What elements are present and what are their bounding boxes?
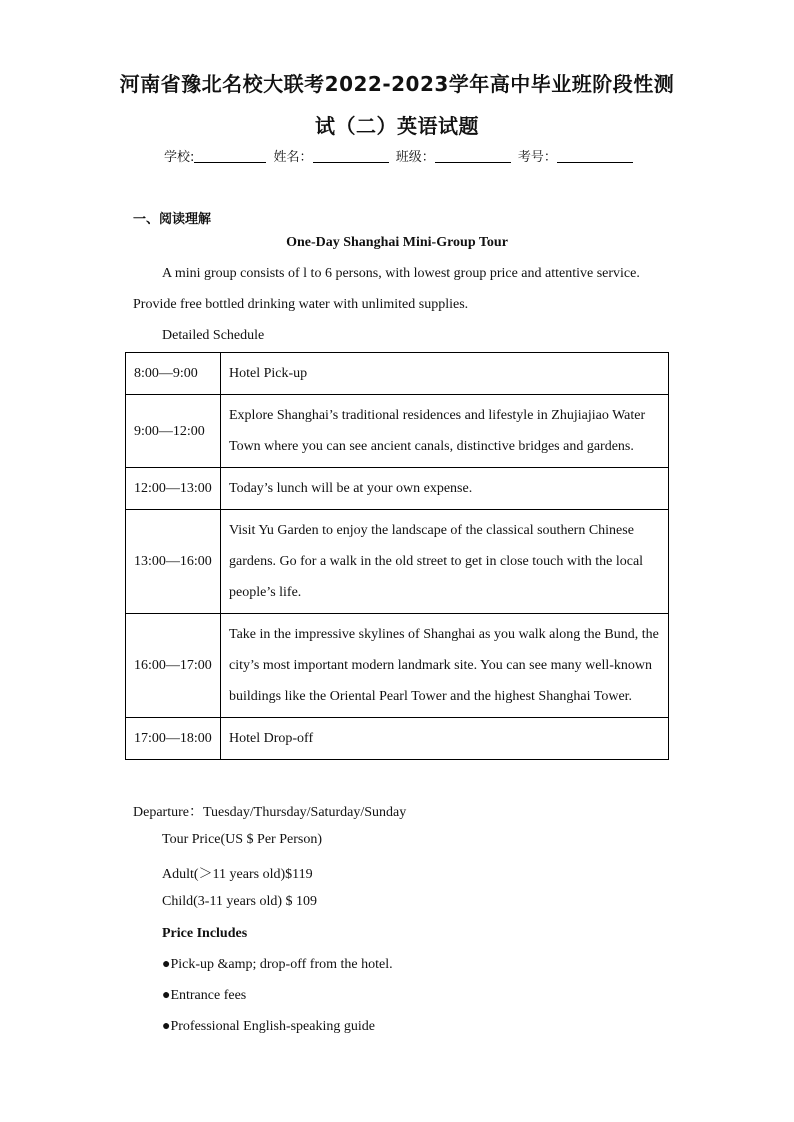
price-heading: Tour Price(US $ Per Person) xyxy=(162,832,322,847)
schedule-time: 16:00—17:00 xyxy=(126,614,221,718)
schedule-activity: Hotel Drop-off xyxy=(221,718,669,760)
table-row xyxy=(126,395,669,468)
student-info-line xyxy=(164,146,636,165)
table-row xyxy=(126,468,669,510)
includes-heading: Price Includes xyxy=(162,926,248,941)
schedule-activity: Hotel Pick-up xyxy=(221,353,669,395)
intro-line-2: Provide free bottled drinking water with unlimited supplies. xyxy=(133,297,469,312)
intro-line-1: A mini group consists of l to 6 persons, with lowest group price and attentive service. xyxy=(162,266,640,281)
table-row xyxy=(126,353,669,395)
class-blank[interactable] xyxy=(435,149,511,163)
schedule-label: Detailed Schedule xyxy=(162,328,265,343)
schedule-activity: Visit Yu Garden to enjoy the landscape of the classical southern Chinese gardens. Go for a walk in the old street to get in close touch with the local people’s life. xyxy=(221,510,669,614)
name-label: 姓名： xyxy=(273,150,313,165)
class-label: 班级： xyxy=(395,150,435,165)
section-heading: 一、阅读理解 xyxy=(133,212,212,227)
schedule-time: 17:00—18:00 xyxy=(126,718,221,760)
name-blank[interactable] xyxy=(313,149,389,163)
schedule-activity: Today’s lunch will be at your own expense. xyxy=(221,468,669,510)
document-title-line-1: 河南省豫北名校大联考2022-2023学年高中毕业班阶段性测 xyxy=(119,72,675,96)
schedule-time: 13:00—16:00 xyxy=(126,510,221,614)
document-title-line-2: 试（二）英语试题 xyxy=(315,114,479,138)
passage-title: One-Day Shanghai Mini-Group Tour xyxy=(286,235,508,250)
departure-days: Departure：Tuesday/Thursday/Saturday/Sunday xyxy=(133,805,407,820)
exam-number-label: 考号： xyxy=(517,150,557,165)
school-label: 学校: xyxy=(164,150,195,165)
table-row xyxy=(126,718,669,760)
school-blank[interactable] xyxy=(194,149,266,163)
exam-number-blank[interactable] xyxy=(557,149,633,163)
table-row xyxy=(126,614,669,718)
adult-price: Adult(＞11 years old)$119 xyxy=(162,867,313,882)
list-item: ●Pick-up &amp; drop-off from the hotel. xyxy=(162,957,393,972)
table-row xyxy=(126,510,669,614)
schedule-time: 9:00—12:00 xyxy=(126,395,221,468)
schedule-time: 8:00—9:00 xyxy=(126,353,221,395)
list-item: ●Entrance fees xyxy=(162,988,247,1003)
child-price: Child(3-11 years old) $ 109 xyxy=(162,894,318,909)
schedule-activity: Take in the impressive skylines of Shanghai as you walk along the Bund, the city’s most important modern landmark site. You can see many well-known buildings like the Oriental Pearl Tower and the highest Shanghai Tower. xyxy=(221,614,669,718)
list-item: ●Professional English-speaking guide xyxy=(162,1019,375,1034)
schedule-time: 12:00—13:00 xyxy=(126,468,221,510)
schedule-activity: Explore Shanghai’s traditional residences and lifestyle in Zhujiajiao Water Town where you can see ancient canals, distinctive bridges and gardens. xyxy=(221,395,669,468)
schedule-table xyxy=(125,352,669,760)
